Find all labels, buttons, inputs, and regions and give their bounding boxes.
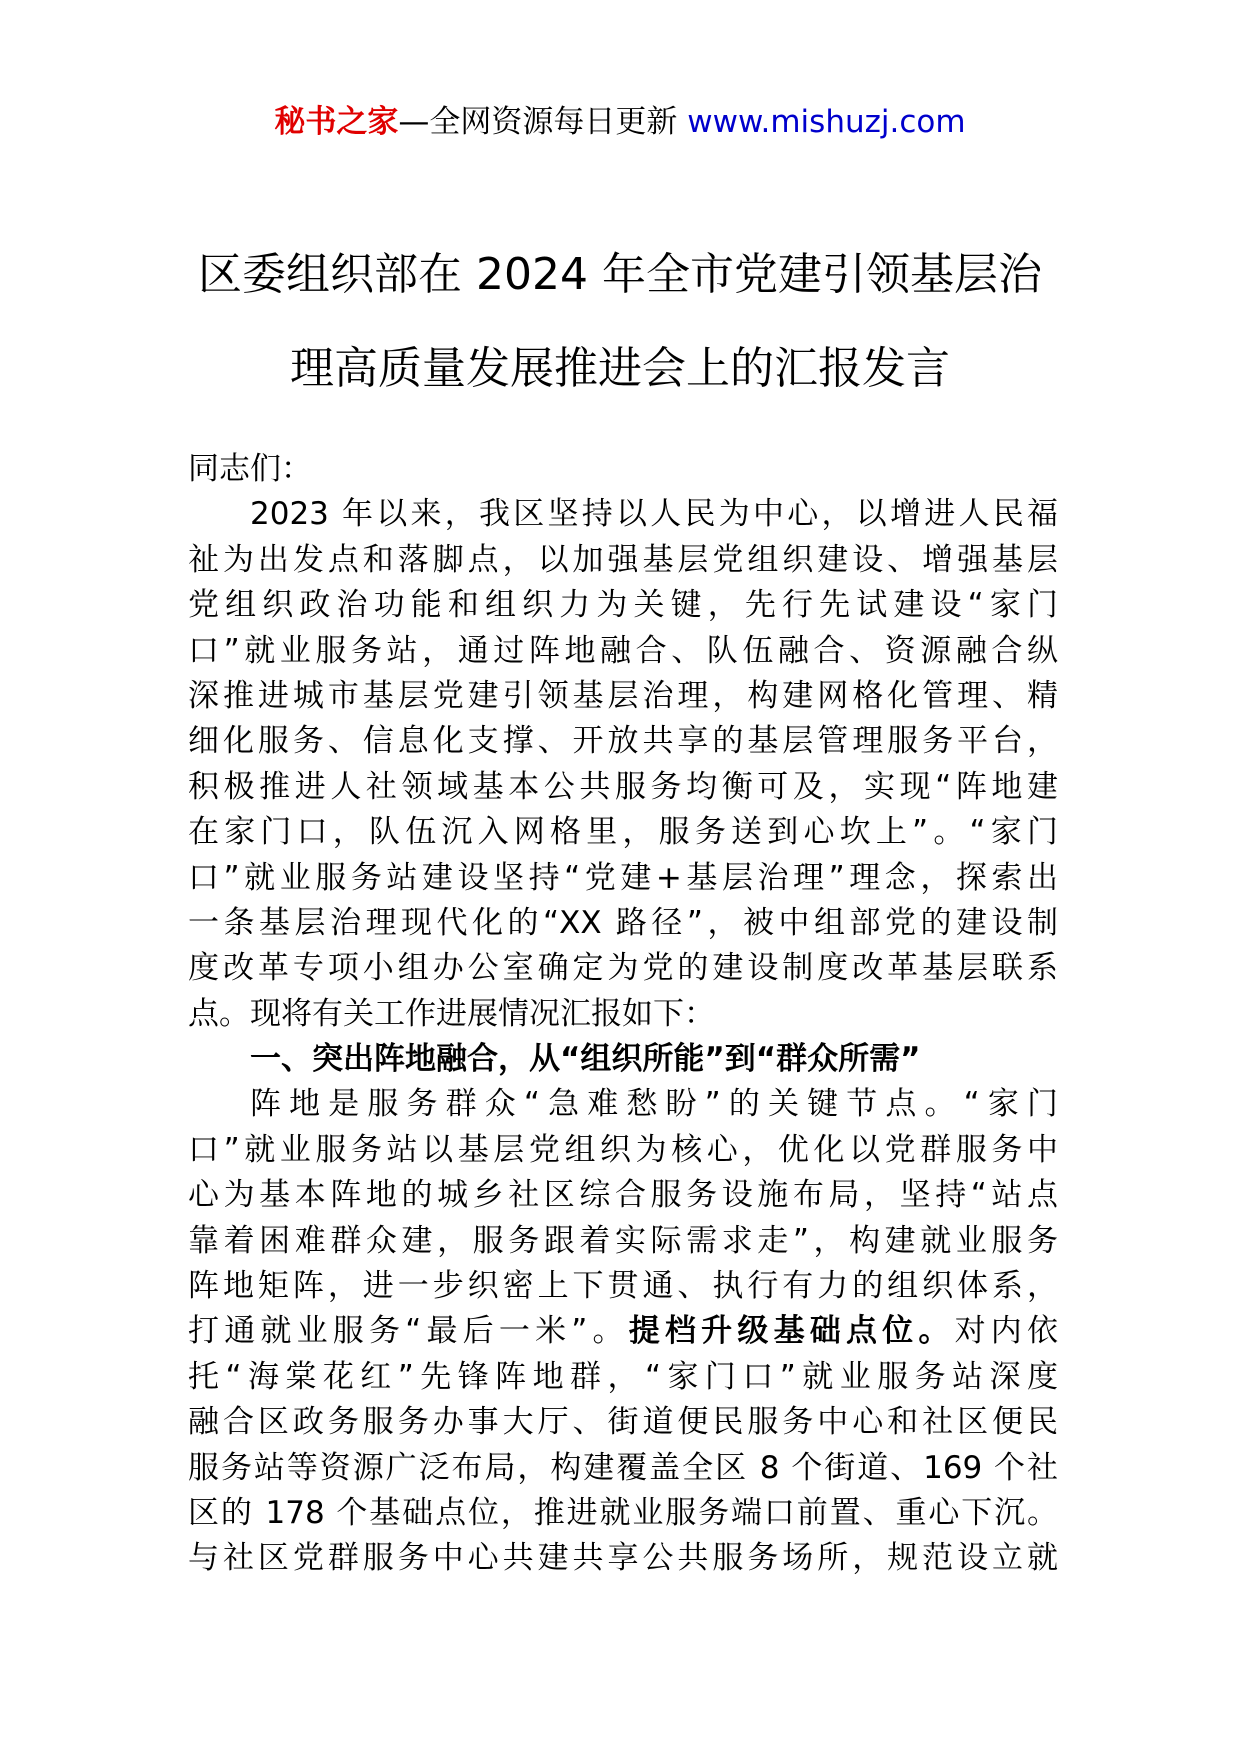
title-line: 理高质量发展推进会上的汇报发言 — [290, 343, 950, 394]
site-header — [0, 100, 1240, 144]
paragraph-line: 口”就业服务站，通过阵地融合、队伍融合、资源融合纵 — [188, 632, 1058, 669]
paragraph-line: 一条基层治理现代化的“XX 路径”，被中组部党的建设制 — [188, 904, 1058, 941]
line-text: 对内依 — [954, 1313, 1058, 1350]
paragraph-line: 服务站等资源广泛布局，构建覆盖全区 8 个街道、169 个社 — [188, 1449, 1058, 1486]
paragraph-line: 祉为出发点和落脚点，以加强基层党组织建设、增强基层 — [188, 541, 1058, 578]
paragraph-line: 2023 年以来，我区坚持以人民为中心，以增进人民福 — [250, 496, 1058, 533]
paragraph-line: 点。现将有关工作进展情况汇报如下： — [188, 995, 715, 1032]
section-heading: 一、突出阵地融合，从“组织所能”到“群众所需” — [250, 1041, 921, 1078]
site-url-link[interactable]: www.mishuzj.com — [687, 104, 966, 140]
paragraph-line: 细化服务、信息化支撑、开放共享的基层管理服务平台， — [188, 723, 1058, 760]
paragraph-line: 度改革专项小组办公室确定为党的建设制度改革基层联系 — [188, 950, 1058, 987]
paragraph-line: 深推进城市基层党建引领基层治理，构建网格化管理、精 — [188, 677, 1058, 714]
paragraph-line: 阵地是服务群众“急难愁盼”的关键节点。“家门 — [250, 1086, 1058, 1123]
paragraph-line: 靠着困难群众建，服务跟着实际需求走”，构建就业服务 — [188, 1222, 1058, 1259]
bold-subheading: 提档升级基础点位。 — [628, 1313, 955, 1350]
paragraph-line: 阵地矩阵，进一步织密上下贯通、执行有力的组织体系， — [188, 1268, 1058, 1305]
paragraph-line: 积极推进人社领域基本公共服务均衡可及，实现“阵地建 — [188, 768, 1058, 805]
title-line: 区委组织部在 2024 年全市党建引领基层治 — [198, 249, 1042, 300]
paragraph-line: 口”就业服务站以基层党组织为核心，优化以党群服务中 — [188, 1131, 1058, 1168]
paragraph-line: 与社区党群服务中心共建共享公共服务场所，规范设立就 — [188, 1540, 1058, 1577]
brand-name: 秘书之家 — [274, 104, 399, 140]
line-text: 打通就业服务“最后一米”。 — [188, 1313, 629, 1350]
salutation: 同志们： — [188, 451, 312, 487]
paragraph-line: 区的 178 个基础点位，推进就业服务端口前置、重心下沉。 — [188, 1494, 1058, 1531]
paragraph-line: 融合区政务服务办事大厅、街道便民服务中心和社区便民 — [188, 1404, 1058, 1441]
paragraph-line: 在家门口，队伍沉入网格里，服务送到心坎上”。“家门 — [188, 814, 1058, 851]
paragraph-line: 托“海棠花红”先锋阵地群，“家门口”就业服务站深度 — [188, 1358, 1058, 1395]
paragraph-line-mixed — [188, 1309, 1058, 1354]
paragraph-line: 心为基本阵地的城乡社区综合服务设施布局，坚持“站点 — [188, 1177, 1058, 1214]
header-tagline: —全网资源每日更新 — [398, 104, 688, 140]
document-title — [150, 228, 1090, 416]
paragraph-line: 党组织政治功能和组织力为关键，先行先试建设“家门 — [188, 587, 1058, 624]
paragraph-line: 口”就业服务站建设坚持“党建+基层治理”理念，探索出 — [188, 859, 1058, 896]
document-body — [188, 447, 1058, 1582]
